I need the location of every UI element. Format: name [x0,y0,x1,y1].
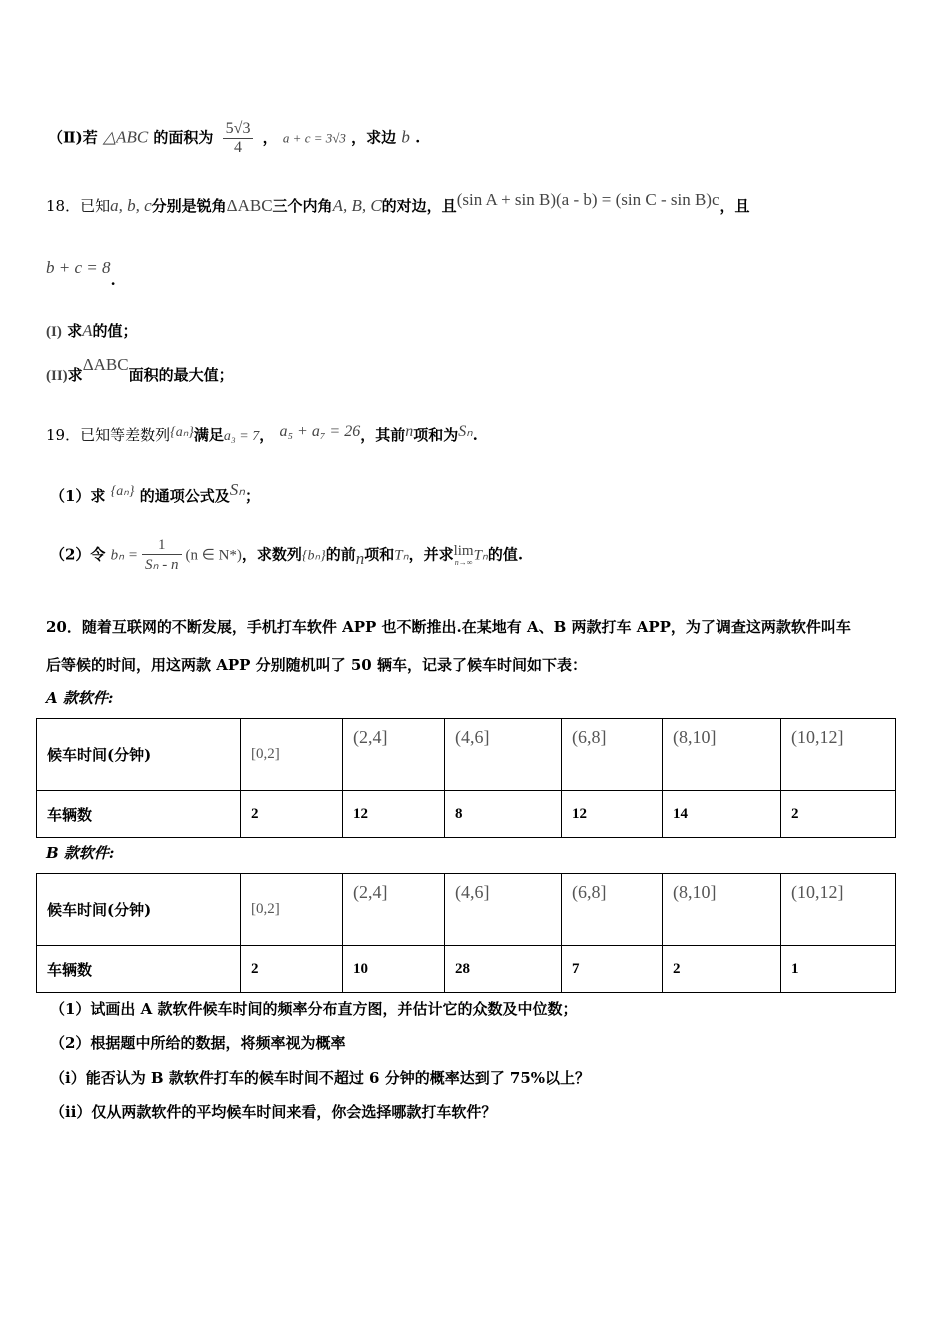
tableB-header-time: 候车时间(分钟) [37,874,241,946]
q17-area-fraction [223,120,254,157]
tableB-interval: (8,10] [663,874,781,946]
q17-area-denominator: 4 [234,139,243,156]
q18-part1-var: A [82,321,93,340]
q20-tableA [36,718,896,838]
q19-part2 [50,537,523,574]
q19-p2-denominator: Sₙ - n [145,557,179,573]
q18-text4: ，且 [719,197,750,215]
table-row [37,719,896,791]
tableA-count: 2 [241,791,343,838]
q20-tableB [36,873,896,993]
q19-line1 [46,424,478,445]
q20-sub1: （1）试画出 A 款软件候车时间的频率分布直方图，并估计它的众数及中位数； [50,1000,578,1018]
tableA-header-count: 车辆数 [37,791,241,838]
tableB-interval: (4,6] [445,874,562,946]
q18-part1-label: (I) [46,324,62,340]
q17-condition: a + c = 3√3 [282,130,346,146]
q17-area-text: 的面积为 [153,128,214,147]
tableA-count: 14 [663,791,781,838]
q19-number: 19．已知等差数列 [46,426,171,444]
q18-condition: b + c = 8 [46,258,111,277]
q18-part2-triangle: ΔABC [82,355,129,374]
tableA-count: 12 [343,791,445,838]
tableB-interval: (2,4] [343,874,445,946]
q18-part1 [46,320,137,341]
tableB-count: 7 [562,946,663,993]
q18-angles: A, B, C [332,196,382,215]
q18-line1 [46,190,750,216]
tableA-header-time: 候车时间(分钟) [37,719,241,791]
q19-p1-end: ； [244,487,260,505]
q17-comma: ， [262,128,278,147]
q19-seq: {aₙ} [170,425,194,440]
q18-vars: a, b, c [110,196,152,215]
tableA-count: 12 [562,791,663,838]
q19-sum: Sₙ [458,423,473,440]
tableB-interval: (10,12] [781,874,896,946]
q19-p2-limit [454,544,474,567]
q19-p2-limsub: n→∞ [454,558,473,567]
q19-p2-bn: bₙ = [110,547,139,564]
q17-part2-label: （Ⅱ)若 [48,128,98,147]
q20-line2: 后等候的时间，用这两款 APP 分别随机叫了 50 辆车，记录了候车时间如下表： [46,656,587,674]
q19-p2-text4: ，并求 [408,545,454,564]
tableB-count: 2 [663,946,781,993]
tableA-count: 8 [445,791,562,838]
q19-text1: 满足 [193,426,224,444]
tableA-count: 2 [781,791,896,838]
tableA-interval: (10,12] [781,719,896,791]
q19-p2-fraction [142,537,181,574]
tableA-interval: (6,8] [562,719,663,791]
q20-tableA-title: A 款软件: [46,689,114,707]
q17-end: . [415,128,421,147]
tableA-interval: (8,10] [663,719,781,791]
q19-p2-seq: {bₙ} [301,548,326,564]
q18-text2: 三个内角 [272,197,333,215]
table-row [37,946,896,993]
q19-p2-T: Tₙ [394,547,409,564]
table-row [37,874,896,946]
q18-triangle: ΔABC [226,196,273,215]
table-row [37,791,896,838]
q17-area-numerator: 5√3 [223,120,254,139]
q18-part2-text1: 求 [67,366,83,384]
q19-p2-numerator: 1 [142,537,181,555]
q18-part2-label: (II) [46,368,68,384]
q20-sub2: （2）根据题中所给的数据，将频率视为概率 [50,1034,346,1052]
q18-part1-text2: 的值； [92,322,138,340]
q19-p1-label: （1）求 [50,487,106,505]
q18-text1: 分别是锐角 [151,197,227,215]
tableA-interval: (4,6] [445,719,562,791]
q17-ask: ，求边 [351,128,397,147]
q17-var-b: b [401,127,410,147]
q19-p2-text5: 的值. [487,545,524,564]
q18-text3: 的对边，且 [381,197,457,215]
q17-triangle: △ABC [102,127,149,147]
q19-text2: ，其前 [360,426,406,444]
q19-p2-text1: ，求数列 [241,545,302,564]
q19-p2-lim: lim [453,543,474,559]
q18-period: . [110,271,116,289]
q20-line1: 20．随着互联网的不断发展，手机打车软件 APP 也不断推出.在某地有 A、B 两款打车 APP，为了调查这两款软件叫车 [46,618,851,636]
q19-p2-limT: Tₙ [473,547,488,564]
q19-period: . [472,426,478,444]
tableB-interval: [0,2] [241,874,343,946]
q18-equation: (sin A + sin B)(a - b) = (sin C - sin B)c [456,190,720,209]
tableB-count: 10 [343,946,445,993]
q19-comma: ， [259,426,275,444]
q19-cond2: a₅ + a₇ = 26 [279,423,361,440]
q19-p2-text2: 的前 [325,545,356,564]
q19-p2-label: （2）令 [50,545,106,564]
tableA-interval: (2,4] [343,719,445,791]
q20-sub2ii: （ii）仅从两款软件的平均候车时间来看，你会选择哪款打车软件？ [50,1103,497,1121]
q20-sub2i: （i）能否认为 B 款软件打车的候车时间不超过 6 分钟的概率达到了 75%以上？ [50,1069,591,1087]
q18-number: 18．已知 [46,197,111,215]
q19-cond1: a₃ = 7 [223,429,260,444]
q18-part1-text1: 求 [67,322,83,340]
q17-part2-line [48,120,420,157]
q19-p1-seq: {aₙ} [110,484,135,499]
q19-part1 [50,480,260,506]
tableB-count: 28 [445,946,562,993]
q19-p2-n: n [355,548,365,568]
tableB-count: 1 [781,946,896,993]
tableB-count: 2 [241,946,343,993]
tableA-interval: [0,2] [241,719,343,791]
q18-part2 [46,355,234,385]
tableB-interval: (6,8] [562,874,663,946]
q19-p1-sum: Sₙ [229,480,245,499]
q20-tableB-title: B 款软件: [46,844,115,862]
q19-p2-text3: 项和 [364,545,395,564]
q19-p2-domain: (n ∈ N*) [185,547,242,564]
q19-text3: 项和为 [413,426,459,444]
q18-line2 [46,258,116,289]
q19-n: n [405,423,414,440]
q19-p1-text: 的通项公式及 [139,487,230,505]
tableB-header-count: 车辆数 [37,946,241,993]
q18-part2-text2: 面积的最大值； [128,366,234,384]
